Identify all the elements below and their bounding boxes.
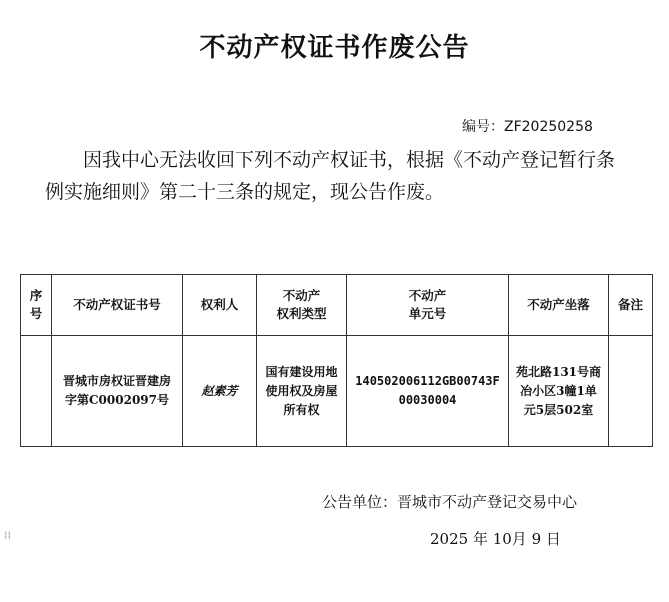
cell-holder: 赵素芳 [183,336,257,447]
notice-body: 因我中心无法收回下列不动产权证书，根据《不动产登记暂行条例实施细则》第二十三条的规定，现公告作废。 [45,149,616,203]
document-number [462,116,593,136]
cell-remark [609,336,653,447]
cell-location [509,336,609,447]
table-row [21,336,653,447]
issuing-unit: 公告单位：晋城市不动产登记交易中心 [322,493,578,511]
document-number-label: 编号： [462,119,504,135]
notice-date: 2025 年 10月 9 日 [430,530,561,548]
header-holder: 权利人 [183,275,257,336]
cell-seq [21,336,52,447]
header-unit-no: 不动产 单元号 [347,275,509,336]
table-header-row [21,275,653,336]
header-right-type: 不动产 权利类型 [257,275,347,336]
voided-certificates-table [20,274,653,447]
header-location: 不动产坐落 [509,275,609,336]
unit-no-text: 140502006112GB00743F00030004 [355,374,500,407]
notice-title: 不动产权证书作废公告 [199,33,470,63]
cell-cert-no [52,336,183,447]
drag-handle-icon[interactable]: ⁞⁞ [4,529,11,542]
cell-unit-no [347,336,509,447]
document-number-value: ZF20250258 [504,119,593,135]
header-cert-no: 不动产权证书号 [52,275,183,336]
right-type-text: 国有建设用地使用权及房屋所有权 [265,364,338,417]
cert-no-text: 晋城市房权证晋建房字第C0002097号 [62,374,171,407]
header-remark: 备注 [609,275,653,336]
cell-right-type [257,336,347,447]
header-seq: 序号 [21,275,52,336]
location-text: 苑北路131号商冶小区3幢1单元5层502室 [515,364,602,417]
